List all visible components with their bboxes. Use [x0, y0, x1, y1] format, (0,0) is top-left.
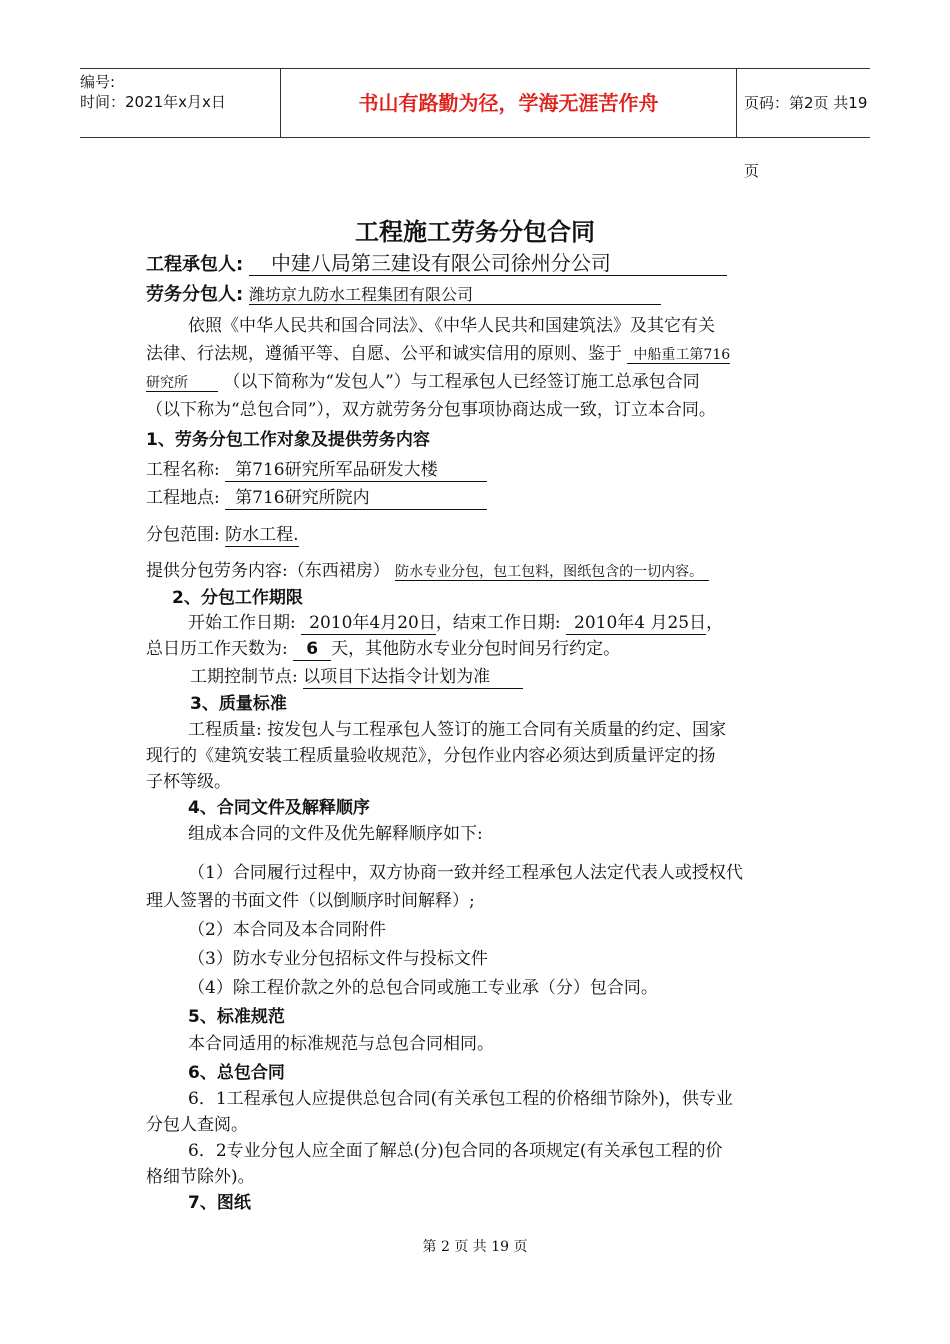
- start-date-value: 2010年4月20日: [301, 614, 436, 635]
- client-name-part1: 中船重工第716: [627, 347, 730, 364]
- subcontractor-label: 劳务分包人:: [146, 284, 244, 305]
- intro-line-3-text: （以下简称为“发包人”）与工程承包人已经签订施工总承包合同: [223, 372, 700, 392]
- project-site-value: 第716研究所院内: [225, 489, 487, 510]
- header-page-info: 页码：第2页 共19页: [744, 94, 868, 180]
- period-line: [188, 608, 723, 635]
- section-2-heading: 2、分包工作期限: [172, 588, 303, 608]
- labor-content-label: 提供分包劳务内容:（东西裙房）: [146, 561, 390, 581]
- header-motto: 书山有路勤为径，学海无涯苦作舟: [280, 69, 737, 137]
- end-date-tail: ，: [706, 613, 724, 633]
- project-site-line: [146, 483, 487, 510]
- page-header: [80, 68, 870, 180]
- document-title: 工程施工劳务分包合同: [355, 218, 595, 246]
- control-node-value: 以项目下达指令计划为准: [303, 668, 523, 689]
- intro-line-2: [146, 339, 730, 364]
- scope-label: 分包范围:: [146, 525, 220, 545]
- date-label: 时间：2021年x月x日: [80, 93, 226, 111]
- subcontractor-value: 潍坊京九防水工程集团有限公司: [249, 286, 661, 305]
- project-name-value: 第716研究所军品研发大楼: [225, 461, 487, 482]
- start-date-label: 开始工作日期:: [188, 613, 296, 633]
- section-4-heading: 4、合同文件及解释顺序: [188, 798, 370, 818]
- total-days-line: [146, 634, 620, 661]
- project-name-line: [146, 455, 487, 482]
- contractor-value: 中建八局第三建设有限公司徐州分公司: [249, 252, 727, 276]
- client-name-part2: 研究所: [146, 375, 218, 392]
- subcontractor-line: [146, 280, 661, 306]
- total-days-tail: 天，其他防水专业分包时间另行约定。: [331, 639, 621, 659]
- contract-6-2-line-1: 6．2专业分包人应全面了解总(分)包合同的各项规定(有关承包工程的价: [188, 1141, 723, 1161]
- project-name-label: 工程名称:: [146, 460, 220, 480]
- scope-line: [146, 520, 299, 547]
- contract-6-1-line-2: 分包人查阅。: [146, 1115, 248, 1135]
- quality-line-3: 子杯等级。: [146, 772, 231, 792]
- end-date-value: 2010年4 月25日: [566, 614, 706, 635]
- number-label: 编号:: [80, 73, 116, 91]
- intro-line-1: 依照《中华人民共和国合同法》、《中华人民共和国建筑法》及其它有关: [188, 316, 715, 336]
- scope-value: 防水工程.: [225, 525, 299, 545]
- contractor-label: 工程承包人:: [146, 254, 244, 275]
- labor-content-line: [146, 556, 709, 581]
- intro-line-3: [146, 367, 700, 392]
- intro-line-2-text: 法律、行法规，遵循平等、自愿、公平和诚实信用的原则、鉴于: [146, 344, 622, 364]
- contract-6-2-line-2: 格细节除外)。: [146, 1167, 255, 1187]
- section-6-heading: 6、总包合同: [188, 1063, 285, 1083]
- documents-item-2: （2）本合同及本合同附件: [188, 920, 386, 940]
- documents-item-1-line-1: （1）合同履行过程中，双方协商一致并经工程承包人法定代表人或授权代: [188, 863, 743, 883]
- quality-line-1: 工程质量: 按发包人与工程承包人签订的施工合同有关质量的约定、国家: [188, 720, 727, 740]
- page-footer: 第 2 页 共 19 页: [422, 1239, 528, 1255]
- control-node-line: [190, 662, 523, 689]
- section-1-heading: 1、劳务分包工作对象及提供劳务内容: [146, 430, 430, 450]
- control-node-label: 工期控制节点:: [190, 667, 298, 687]
- documents-item-3: （3）防水专业分包招标文件与投标文件: [188, 949, 488, 969]
- end-date-label: ，结束工作日期:: [435, 613, 561, 633]
- standards-text: 本合同适用的标准规范与总包合同相同。: [188, 1034, 494, 1054]
- documents-item-1-line-2: 理人签署的书面文件（以倒顺序时间解释）;: [146, 891, 475, 911]
- documents-intro: 组成本合同的文件及优先解释顺序如下:: [188, 824, 483, 844]
- header-meta: [80, 69, 280, 140]
- contract-6-1-line-1: 6．1工程承包人应提供总包合同(有关承包工程的价格细节除外)，供专业: [188, 1089, 733, 1109]
- total-days-label: 总日历工作天数为:: [146, 639, 288, 659]
- quality-line-2: 现行的《建筑安装工程质量验收规范》，分包作业内容必须达到质量评定的扬: [146, 746, 716, 766]
- section-5-heading: 5、标准规范: [188, 1007, 285, 1027]
- intro-line-4: （以下称为“总包合同”），双方就劳务分包事项协商达成一致，订立本合同。: [146, 400, 716, 420]
- total-days-value: 6: [293, 640, 331, 661]
- section-3-heading: 3、质量标准: [190, 694, 287, 714]
- documents-item-4: （4）除工程价款之外的总包合同或施工专业承（分）包合同。: [188, 978, 658, 998]
- project-site-label: 工程地点:: [146, 488, 220, 508]
- section-7-heading: 7、图纸: [188, 1193, 251, 1213]
- labor-content-value: 防水专业分包，包工包料，图纸包含的一切内容。: [395, 564, 709, 581]
- contractor-line: [146, 250, 727, 276]
